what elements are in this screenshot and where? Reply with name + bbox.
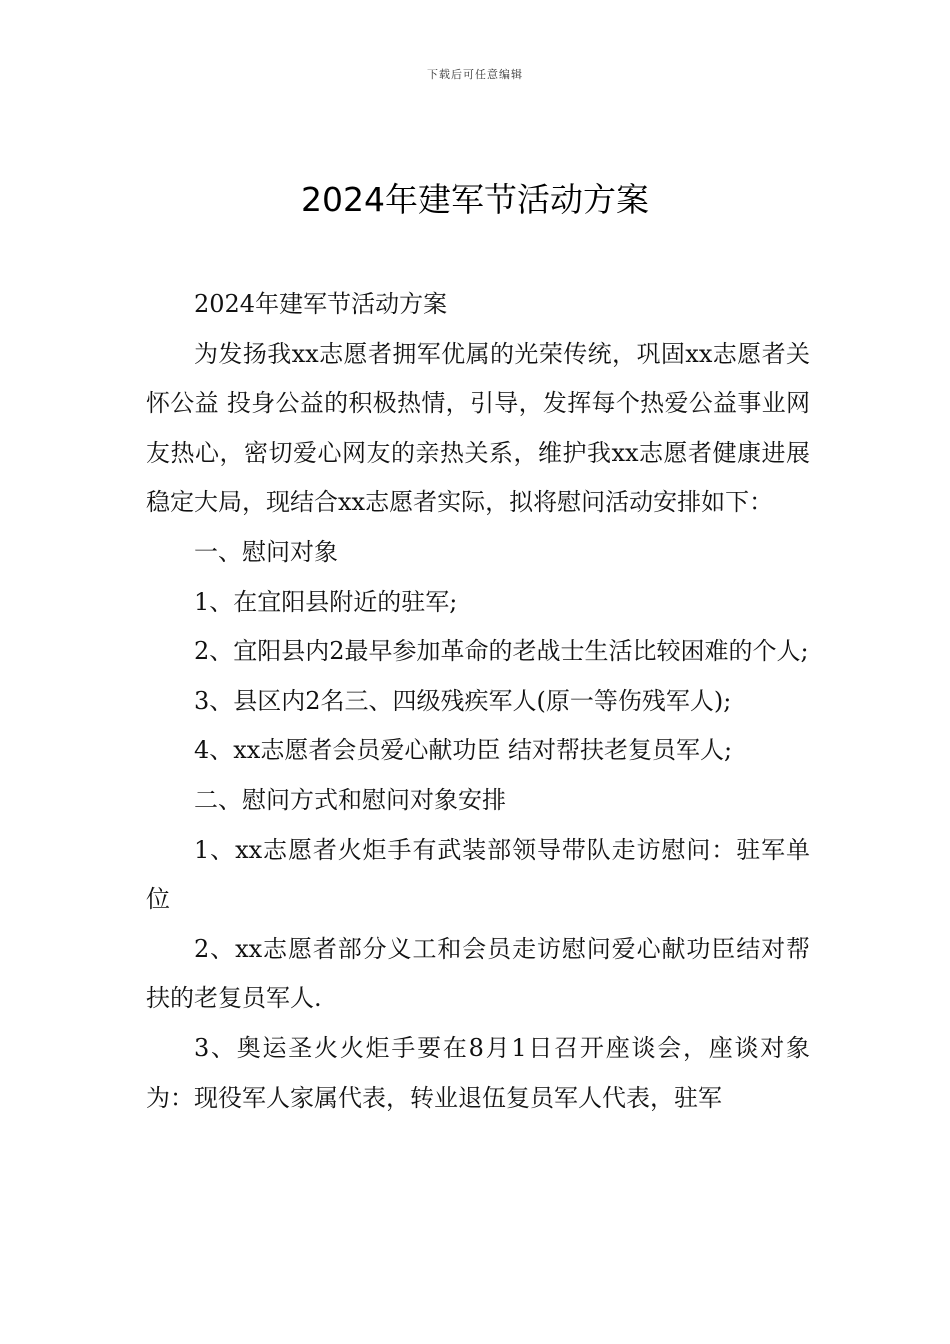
document-body bbox=[146, 280, 810, 1123]
list-item: 1、在宜阳县附近的驻军; bbox=[194, 587, 458, 616]
list-item: 4、xx志愿者会员爱心献功臣 结对帮扶老复员军人; bbox=[194, 736, 733, 765]
list-item: 1、xx志愿者火炬手有武装部领导带队走访慰问：驻军单位 bbox=[146, 835, 810, 914]
header-note: 下载后可任意编辑 bbox=[427, 68, 523, 81]
section-heading-2: 二、慰问方式和慰问对象安排 bbox=[194, 785, 506, 814]
paragraph-intro: 为发扬我xx志愿者拥军优属的光荣传统，巩固xx志愿者关怀公益 投身公益的积极热情，引导，发挥每个热爱公益事业网友热心，密切爱心网友的亲热关系，维护我xx志愿者健康进展稳定大局，现结合xx志愿者实际，拟将慰问活动安排如下： bbox=[146, 339, 810, 517]
list-item: 3、奥运圣火火炬手要在8月1日召开座谈会，座谈对象为：现役军人家属代表，转业退伍复员军人代表，驻军 bbox=[146, 1033, 810, 1112]
paragraph-subtitle: 2024年建军节活动方案 bbox=[194, 290, 448, 318]
list-item: 2、宜阳县内2最早参加革命的老战士生活比较困难的个人; bbox=[194, 637, 809, 666]
section-heading-1: 一、慰问对象 bbox=[194, 537, 338, 566]
document-title: 2024年建军节活动方案 bbox=[301, 180, 649, 219]
list-item: 3、县区内2名三、四级残疾军人(原一等伤残军人); bbox=[194, 686, 732, 715]
list-item: 2、xx志愿者部分义工和会员走访慰问爱心献功臣结对帮扶的老复员军人. bbox=[146, 934, 810, 1013]
